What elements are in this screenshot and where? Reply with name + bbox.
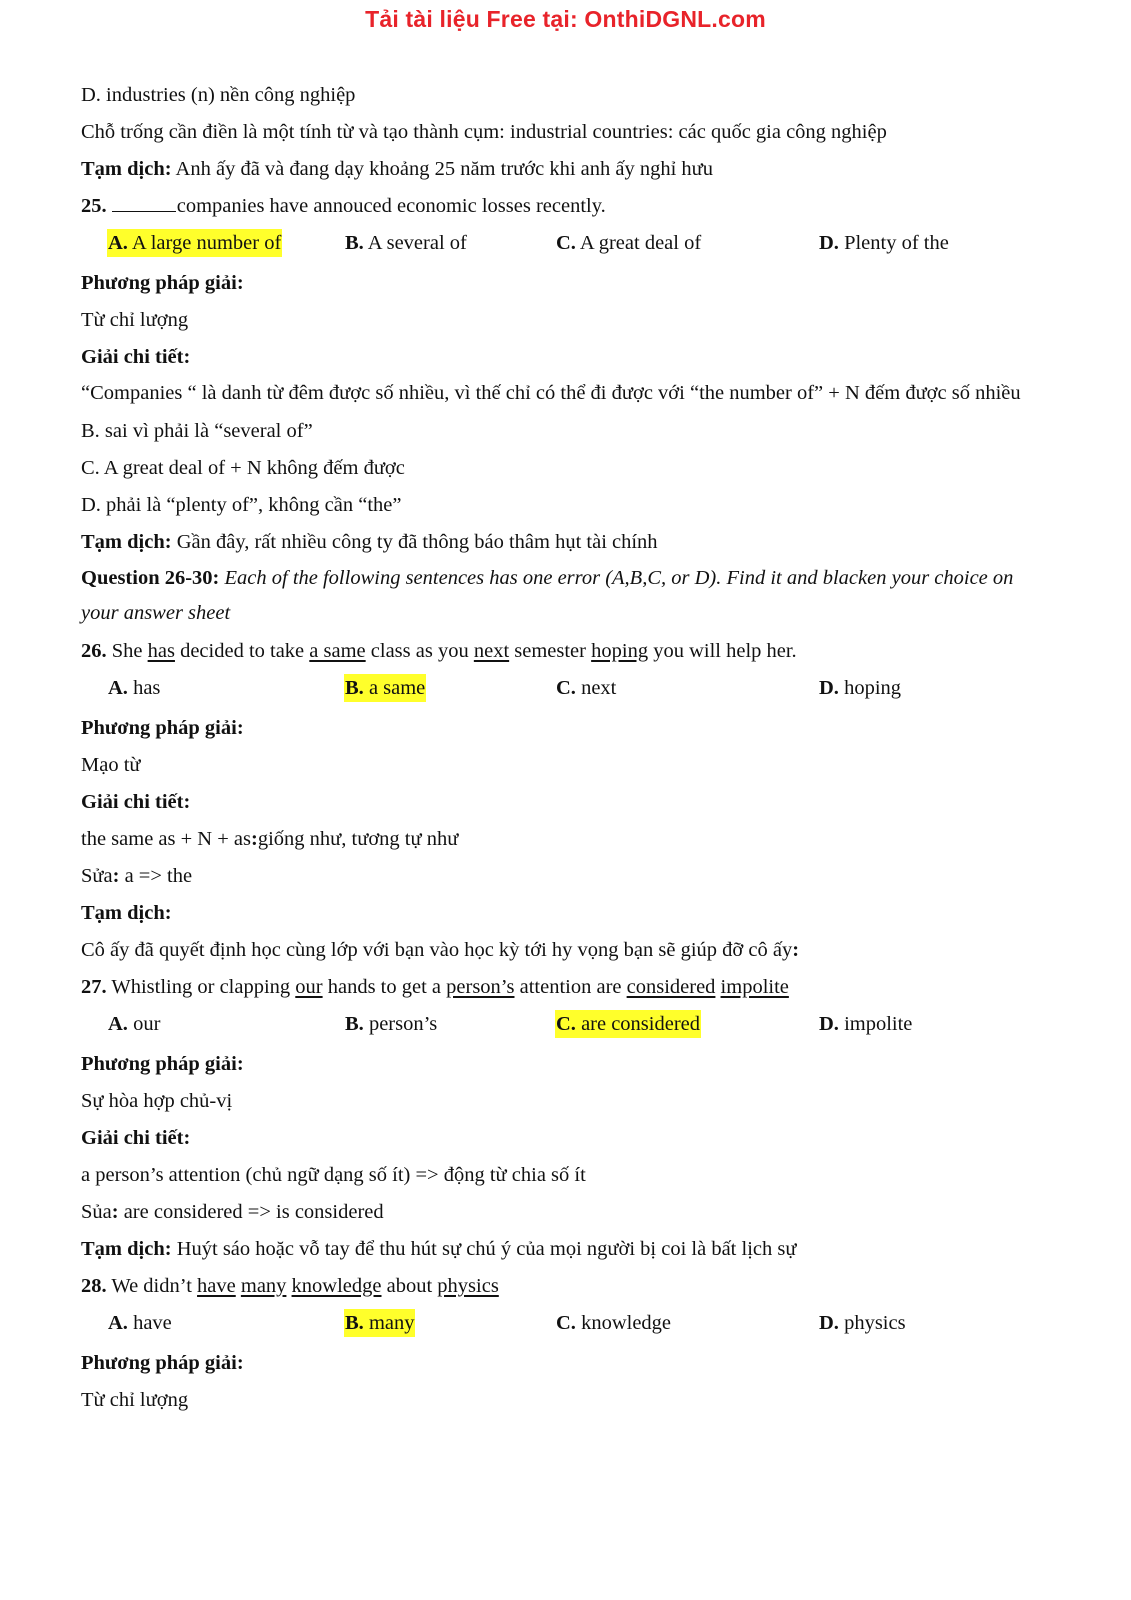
option-c[interactable]: C. knowledge: [556, 1311, 672, 1334]
underlined-part-c: next: [473, 639, 510, 662]
option-d[interactable]: D. impolite: [819, 1012, 913, 1035]
detail-text: B. sai vì phải là “several of”: [81, 419, 313, 442]
option-c[interactable]: C. next: [556, 676, 617, 699]
underlined-part-c: considered: [626, 975, 716, 998]
translation-label: Tạm dịch:: [81, 901, 172, 924]
method-heading: Phương pháp giải:: [81, 716, 244, 739]
answer-blank: [112, 193, 176, 212]
method-text: Từ chỉ lượng: [81, 1388, 189, 1411]
underlined-part-a: our: [295, 975, 323, 998]
method-text: Từ chỉ lượng: [81, 309, 189, 331]
translation-text: Huýt sáo hoặc vỗ tay để thu hút sự chú ý của mọi người bị coi là bất lịch sự: [171, 1237, 797, 1260]
explanation-line: Chỗ trống cần điền là một tính từ và tạo thành cụm: industrial countries: các quốc gia công nghiệp: [81, 121, 887, 143]
site-header-banner[interactable]: Tải tài liệu Free tại: OnthiDGNL.com: [365, 6, 766, 32]
correction-line: Sửa: a => the: [81, 864, 193, 887]
instruction-text: Each of the following sentences has one error (A,B,C, or D). Find it and blacken your choice on your answer sheet: [81, 566, 1014, 624]
option-a-correct[interactable]: A. A large number of: [107, 229, 282, 257]
underlined-part-d: impolite: [720, 975, 789, 998]
underlined-part-b: a same: [309, 639, 366, 662]
underlined-part-d: physics: [437, 1274, 499, 1297]
correction-line: Sủa: are considered => is considered: [81, 1200, 384, 1223]
document-body: [81, 77, 1051, 1419]
option-explanation-line: D. industries (n) nền công nghiệp: [81, 84, 356, 106]
detail-heading: Giải chi tiết:: [81, 790, 191, 813]
method-text: Sự hòa hợp chủ-vị: [81, 1089, 233, 1112]
translation-text: Gần đây, rất nhiều công ty đã thông báo thâm hụt tài chính: [171, 530, 658, 553]
detail-text: C. A great deal of + N không đếm được: [81, 456, 405, 479]
translation-label: Tạm dịch:: [81, 158, 172, 180]
method-heading: Phương pháp giải:: [81, 272, 244, 294]
option-b[interactable]: B. person’s: [345, 1012, 438, 1035]
option-a[interactable]: A. our: [108, 1012, 161, 1035]
options-row-26: [81, 670, 1051, 710]
detail-heading: Giải chi tiết:: [81, 346, 191, 368]
detail-text: the same as + N + as:giống như, tương tự như: [81, 827, 459, 850]
option-c[interactable]: C. A great deal of: [556, 232, 702, 254]
options-row-28: [81, 1305, 1051, 1345]
detail-text: a person’s attention (chủ ngữ dạng số ít) => động từ chia số ít: [81, 1163, 586, 1186]
underlined-part-d: hoping: [591, 639, 649, 662]
underlined-part-a: have: [197, 1274, 236, 1297]
options-row-25: [81, 225, 1051, 265]
detail-text: “Companies “ là danh từ đêm được số nhiều, vì thế chỉ có thể đi được với “the number of” + N đếm được số nhiều: [81, 382, 1021, 404]
translation-line: [81, 1231, 1051, 1268]
method-text: Mạo từ: [81, 753, 141, 776]
method-heading: Phương pháp giải:: [81, 1052, 244, 1075]
option-b-correct[interactable]: B. many: [344, 1309, 415, 1337]
instruction-label: Question 26-30:: [81, 566, 220, 589]
question-27: 27. Whistling or clapping our hands to get a person’s attention are considered impolite: [81, 975, 789, 998]
option-b[interactable]: B. A several of: [345, 232, 467, 254]
translation-label: Tạm dịch:: [81, 530, 172, 553]
underlined-part-b: person’s: [446, 975, 515, 998]
option-a[interactable]: A. has: [108, 676, 161, 699]
option-d[interactable]: D. hoping: [819, 676, 902, 699]
detail-text: D. phải là “plenty of”, không cần “the”: [81, 493, 402, 516]
option-c-correct[interactable]: C. are considered: [555, 1010, 701, 1038]
section-instruction: [81, 561, 1051, 632]
question-28: 28. We didn’t have many knowledge about physics: [81, 1274, 499, 1297]
option-a[interactable]: A. have: [108, 1311, 172, 1334]
translation-line: [81, 151, 1051, 188]
option-b-correct[interactable]: B. a same: [344, 674, 426, 702]
translation-label: Tạm dịch:: [81, 1237, 172, 1260]
question-26: 26. She has decided to take a same class as you next semester hoping you will help her.: [81, 639, 797, 662]
underlined-part-b: many: [240, 1274, 287, 1297]
detail-heading: Giải chi tiết:: [81, 1126, 191, 1149]
option-d[interactable]: D. physics: [819, 1311, 906, 1334]
method-heading: Phương pháp giải:: [81, 1351, 244, 1374]
options-row-27: [81, 1006, 1051, 1046]
question-number: 25.: [81, 195, 107, 217]
option-d[interactable]: D. Plenty of the: [819, 232, 949, 254]
translation-line: [81, 524, 1051, 561]
translation-text: Anh ấy đã và đang dạy khoảng 25 năm trước khi anh ấy nghỉ hưu: [171, 158, 714, 180]
underlined-part-a: has: [147, 639, 175, 662]
translation-text: Cô ấy đã quyết định học cùng lớp với bạn vào học kỳ tới hy vọng bạn sẽ giúp đỡ cô ấy:: [81, 938, 800, 961]
question-25: [81, 188, 1051, 225]
question-text: companies have annouced economic losses recently.: [176, 195, 606, 217]
underlined-part-c: knowledge: [291, 1274, 382, 1297]
